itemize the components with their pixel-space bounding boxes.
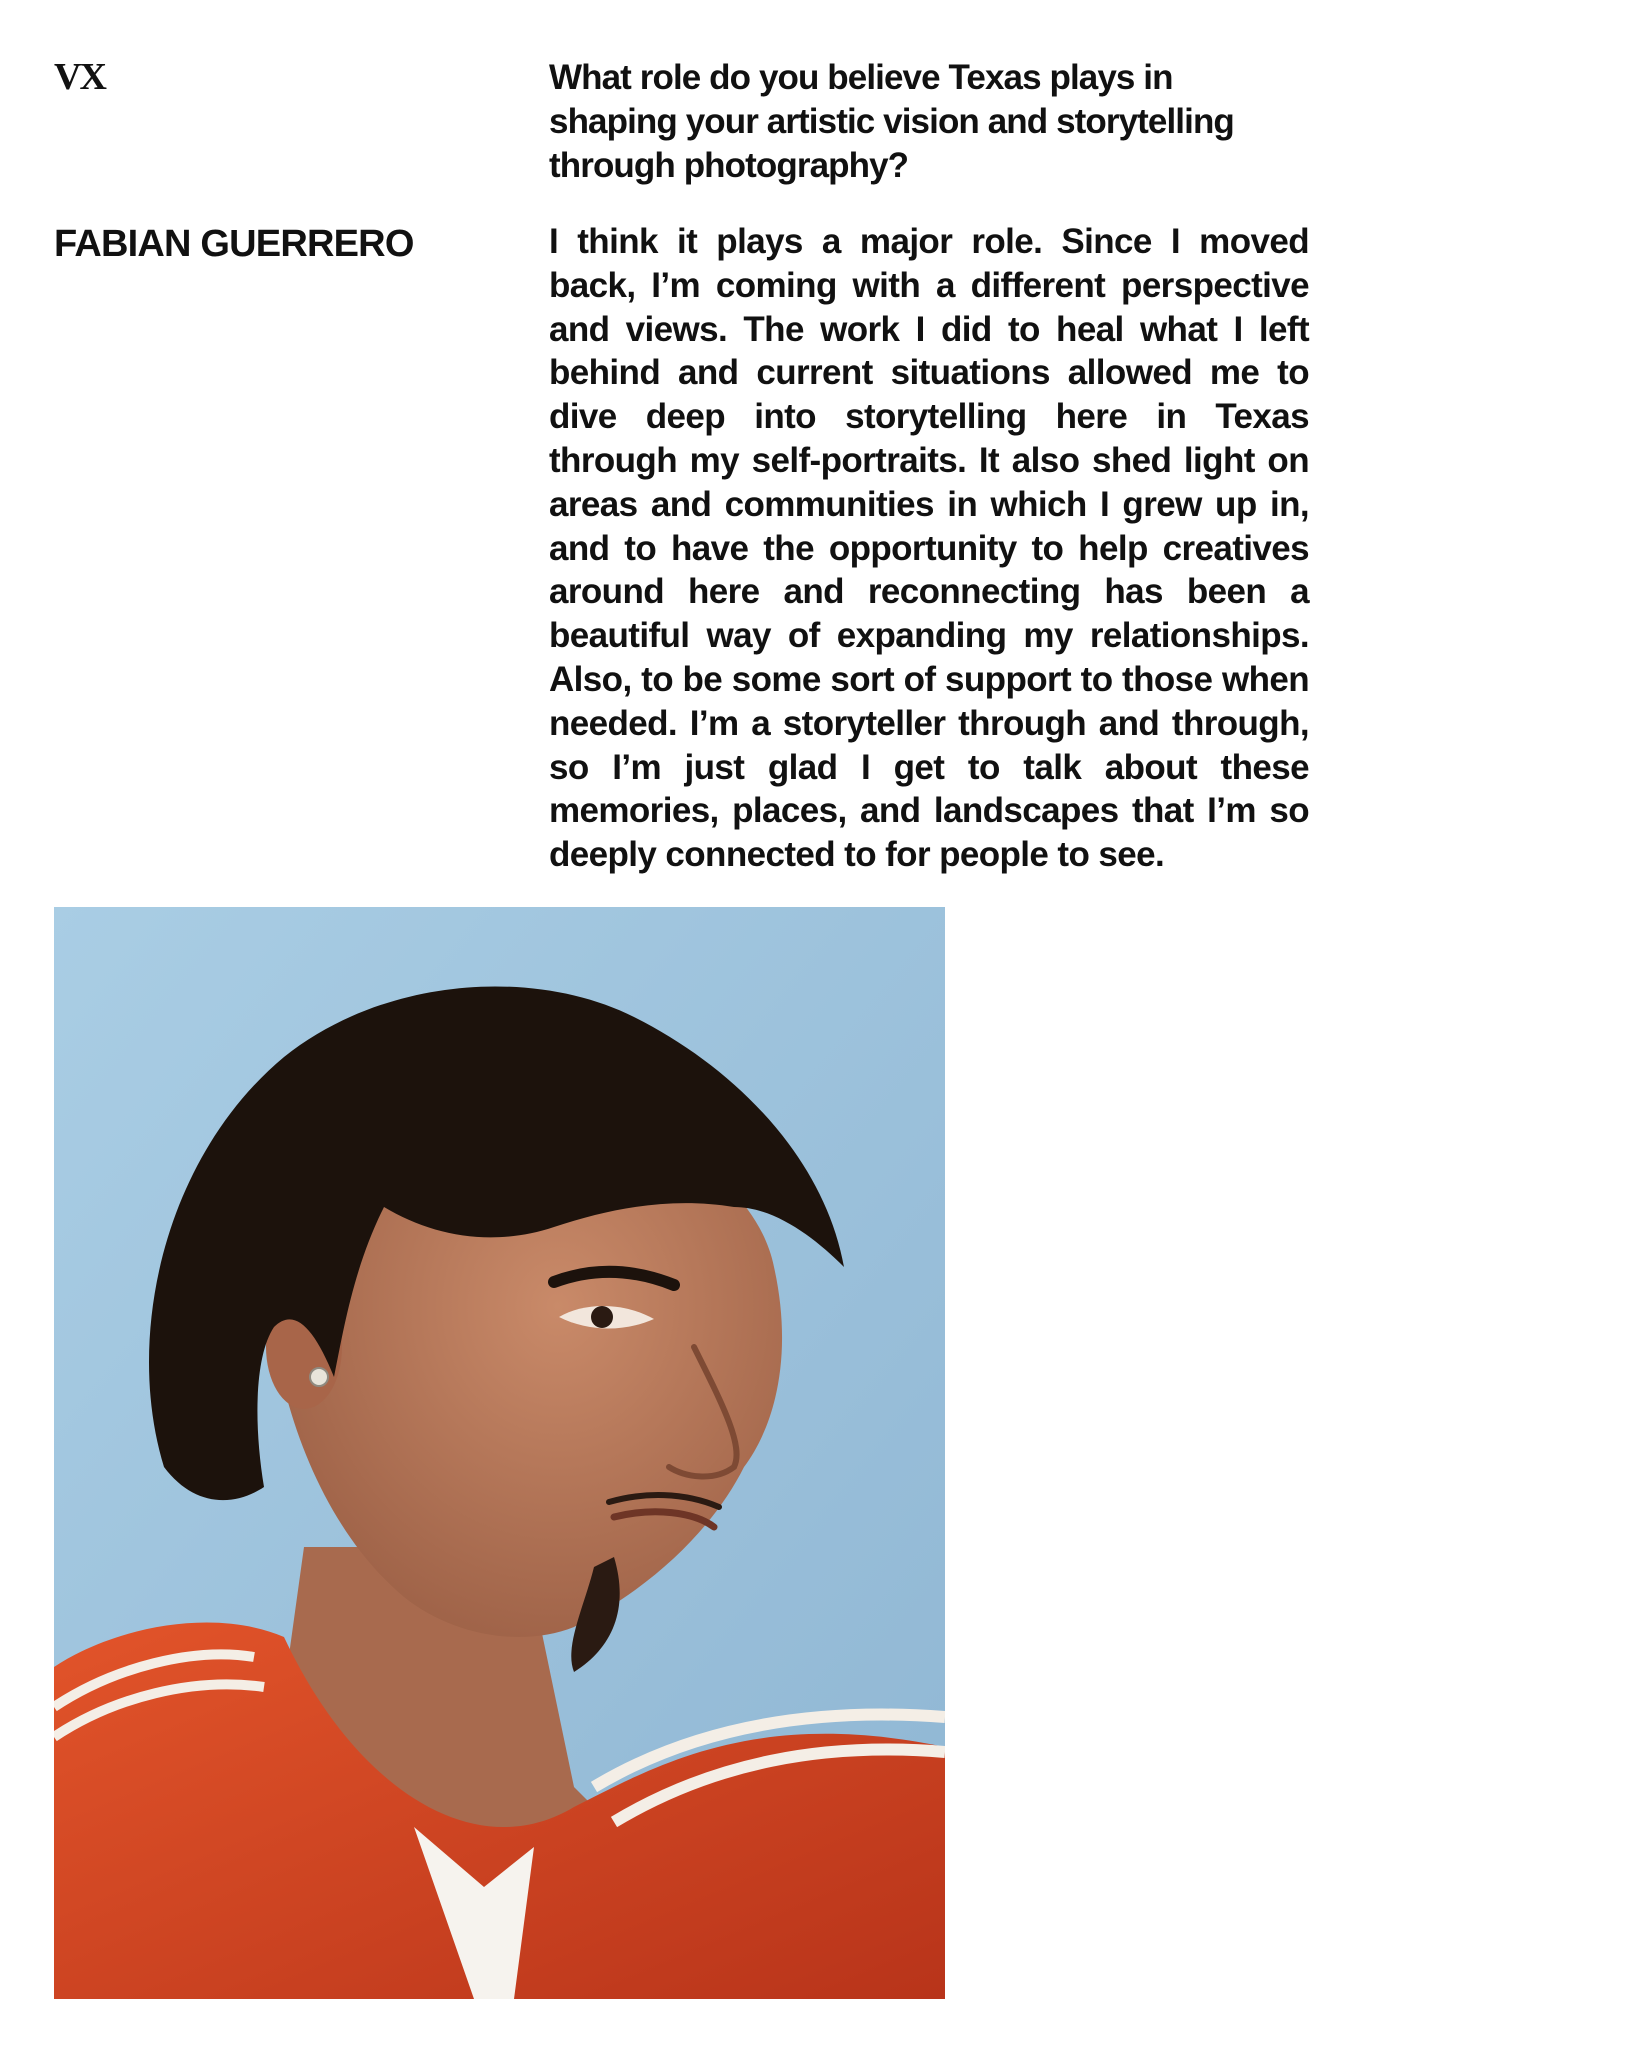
magazine-logo: VX xyxy=(54,56,105,98)
earring xyxy=(310,1368,328,1386)
interview-answer: I think it plays a major role. Since I moved back, I’m coming with a different perspective and views. The work I did to heal what I left behind and current situations allowed me to dive deep into storytelling here in Texas through my self-portraits. It also shed light on areas and communities in which I grew up in, and to have the opportunity to help creatives around here and reconnecting has been a beautiful way of expanding my relationships. Also, to be some sort of support to those when needed. I’m a storyteller through and through, so I’m just glad I get to talk about these memories, places, and landscapes that I’m so deeply connected to for people to see. xyxy=(549,222,1309,875)
interviewee-name: FABIAN GUERRERO xyxy=(54,223,414,265)
portrait-photo xyxy=(54,907,945,1999)
iris xyxy=(591,1306,613,1328)
portrait-illustration xyxy=(54,907,945,1999)
interview-question: What role do you believe Texas plays in shaping your artistic vision and storytelling through photography? xyxy=(549,58,1234,185)
